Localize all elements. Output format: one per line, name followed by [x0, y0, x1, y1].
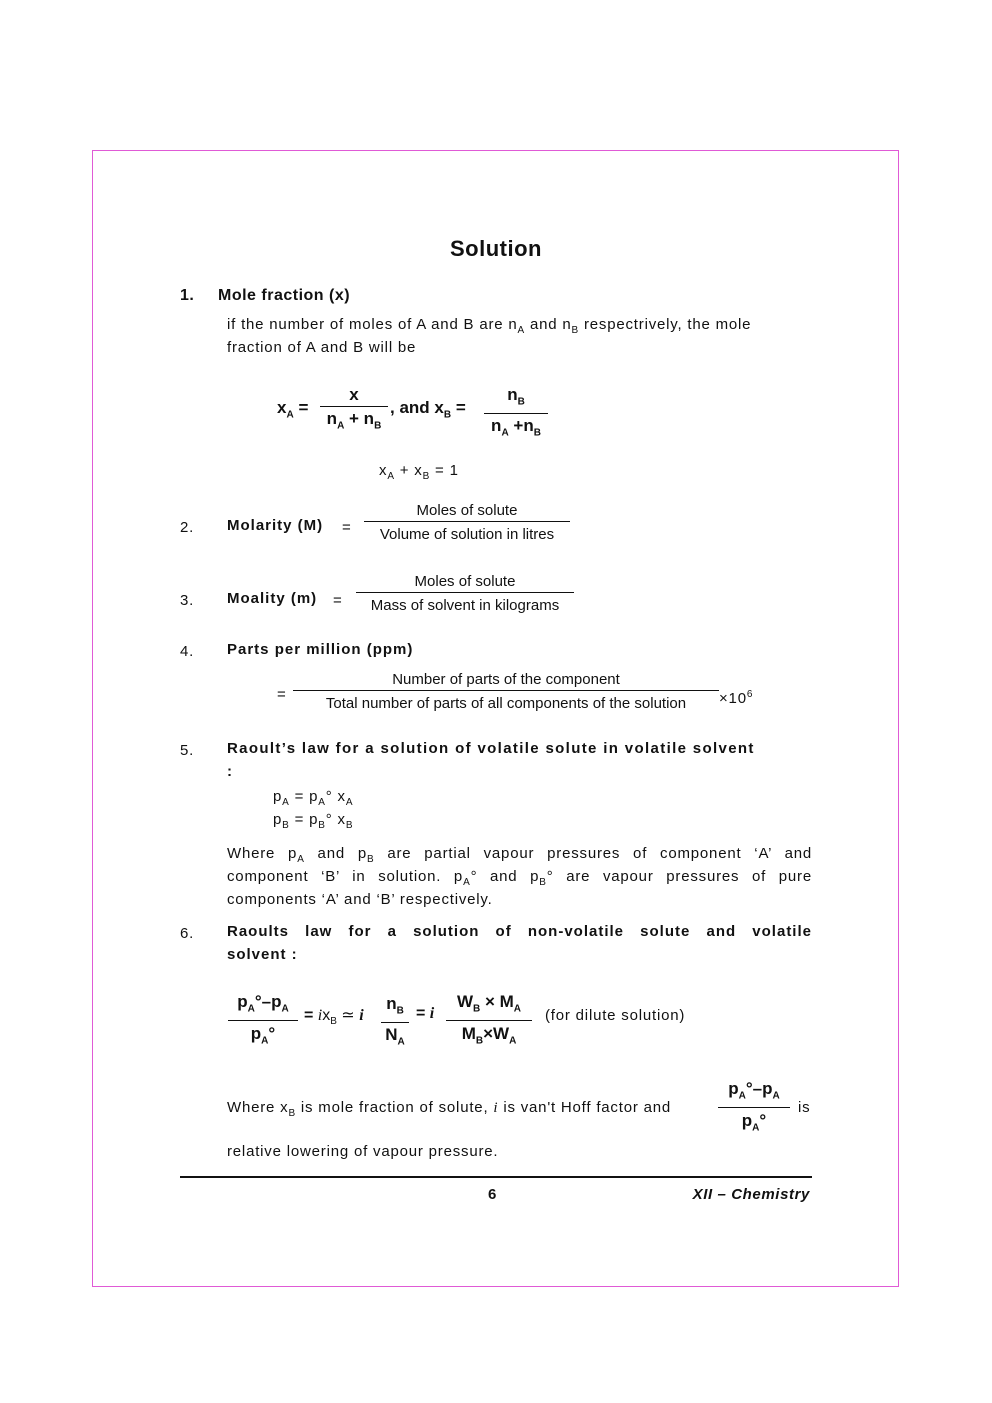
section-6-where-line: Where $x_B$ is mole fraction of solute, i is van't Hoff factor and — [227, 1099, 672, 1119]
section-5-para-line-1: Where $p_A$ and $p_B$ are partial vapour pressures of component ‘A’ and — [227, 845, 813, 865]
course-label: XII – Chemistry — [692, 1186, 810, 1203]
section-1-number: 1. — [180, 287, 195, 304]
section-4-number: 4. — [180, 643, 195, 660]
section-3-number: 3. — [180, 592, 195, 609]
section-2-heading: Molarity (M) — [227, 517, 324, 534]
section-1-line-1: if the number of moles of A and B are $n_A$ and $n_B$ respectrively, the mole — [227, 316, 752, 336]
relative-lowering-fraction: $\frac{p_A^\circ-p_A}{p_A^\circ}$ — [718, 1078, 790, 1142]
section-6-is: is — [798, 1099, 811, 1116]
ppm-fraction: Number of parts of the component Total number of parts of all components of the solution — [293, 670, 719, 714]
section-5-heading: Raoult’s law for a solution of volatile solute in volatile solvent — [227, 740, 755, 757]
footer-rule — [180, 1176, 812, 1178]
section-5-number: 5. — [180, 742, 195, 759]
section-1-line-2: fraction of A and B will be — [227, 339, 417, 356]
section-4-heading: Parts per million (ppm) — [227, 641, 414, 658]
section-6-heading-line-2: solvent : — [227, 946, 298, 963]
molality-fraction: Moles of solute Mass of solvent in kilograms — [356, 572, 574, 616]
section-1-heading: Mole fraction (x) — [218, 287, 351, 304]
section-6-number: 6. — [180, 925, 195, 942]
raoult-equation-b: $p_B = p_B^\circ$ $x_B$ — [273, 811, 354, 831]
ppm-multiplier: $\times 10^6$ — [719, 689, 754, 707]
mole-fraction-sum: $x_A + x_B = 1$ — [379, 462, 459, 482]
section-5-para-line-3: components ‘A’ and ‘B’ respectively. — [227, 891, 493, 908]
section-3-heading: Moality (m) — [227, 590, 318, 607]
page-title: Solution — [450, 236, 542, 261]
section-2-number: 2. — [180, 519, 195, 536]
page-number: 6 — [488, 1186, 497, 1203]
section-3-equals: = — [333, 592, 343, 609]
section-6-last-line: relative lowering of vapour pressure. — [227, 1143, 499, 1160]
section-5-colon: : — [227, 763, 233, 780]
section-2-equals: = — [342, 519, 352, 536]
section-5-para-line-2: component ‘B’ in solution. $p_A^\circ$ and $p_B^\circ$ are vapour pressures of pure — [227, 868, 812, 888]
raoult-equation-a: $p_A = p_A^\circ$ $x_A$ — [273, 788, 354, 808]
section-6-heading-line-1: Raoults law for a solution of non-volatile solute and volatile — [227, 923, 812, 940]
section-4-equals: = — [277, 686, 287, 703]
molarity-fraction: Moles of solute Volume of solution in litres — [364, 501, 570, 545]
